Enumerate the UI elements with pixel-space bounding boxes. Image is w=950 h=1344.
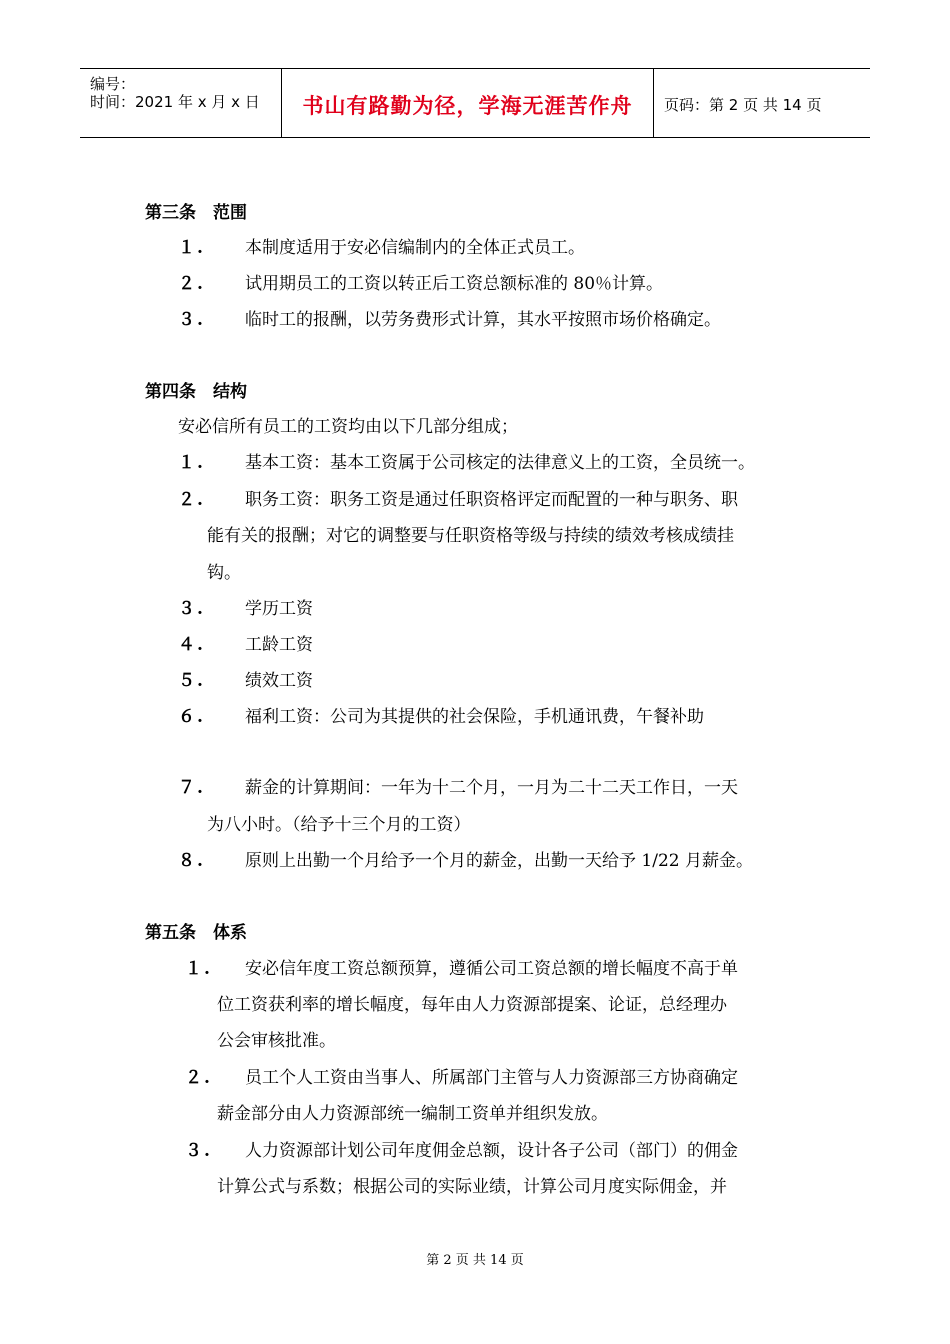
list-item-text: 人力资源部计划公司年度佣金总额，设计各子公司（部门）的佣金 [245, 1141, 738, 1161]
list-item-text: 福利工资：公司为其提供的社会保险，手机通讯费，午餐补助 [245, 707, 704, 727]
page-number-label: 页码：第 2 页 共 14 页 [664, 96, 822, 114]
list-item-text-continued: 钩。 [207, 563, 241, 583]
list-item-text-continued: 为八小时。（给予十三个月的工资） [207, 815, 471, 835]
list-item-text: 职务工资：职务工资是通过任职资格评定而配置的一种与职务、职 [245, 490, 738, 510]
list-item-text: 原则上出勤一个月给予一个月的薪金，出勤一天给予 1/22 月薪金。 [245, 851, 753, 871]
list-item-text: 工龄工资 [245, 635, 313, 655]
list-item-text: 临时工的报酬，以劳务费形式计算，其水平按照市场价格确定。 [245, 310, 721, 330]
serial-label: 编号： [90, 75, 136, 93]
list-item-number: ２. [185, 1068, 212, 1088]
list-item-number: ４. [178, 635, 205, 655]
list-item-text-continued: 公会审核批准。 [217, 1031, 336, 1051]
list-item-text-continued: 计算公式与系数；根据公司的实际业绩，计算公司月度实际佣金，并 [217, 1177, 727, 1197]
list-item-text: 绩效工资 [245, 671, 313, 691]
page-footer: 第 2 页 共 14 页 [426, 1253, 524, 1268]
list-item-number: ８. [178, 851, 205, 871]
motto: 书山有路勤为径，学海无涯苦作舟 [302, 94, 633, 118]
list-item-number: ２. [178, 274, 205, 294]
list-item-number: ７. [178, 778, 205, 798]
section-4-title: 第四条 结构 [145, 382, 247, 402]
list-item-text: 试用期员工的工资以转正后工资总额标准的 80％计算。 [245, 274, 664, 294]
list-item-number: ６. [178, 707, 205, 727]
list-item-number: １. [178, 453, 205, 473]
list-item-text: 本制度适用于安必信编制内的全体正式员工。 [245, 238, 585, 258]
list-item-text-continued: 能有关的报酬；对它的调整要与任职资格等级与持续的绩效考核成绩挂 [207, 526, 734, 546]
list-item-number: １. [185, 959, 212, 979]
list-item-text-continued: 位工资获利率的增长幅度，每年由人力资源部提案、论证，总经理办 [217, 995, 727, 1015]
section-3-title: 第三条 范围 [145, 203, 247, 223]
page-header [80, 68, 870, 138]
list-item-number: １. [178, 238, 205, 258]
header-meta-cell [80, 69, 282, 137]
list-item-text: 基本工资：基本工资属于公司核定的法律意义上的工资，全员统一。 [245, 453, 755, 473]
list-item-number: ２. [178, 490, 205, 510]
list-item-text-continued: 薪金部分由人力资源部统一编制工资单并组织发放。 [217, 1104, 608, 1124]
list-item-number: ３. [178, 310, 205, 330]
list-item-text: 员工个人工资由当事人、所属部门主管与人力资源部三方协商确定 [245, 1068, 738, 1088]
list-item-text: 安必信年度工资总额预算，遵循公司工资总额的增长幅度不高于单 [245, 959, 738, 979]
list-item-number: ３. [178, 599, 205, 619]
list-item-number: ３. [185, 1141, 212, 1161]
list-item-text: 薪金的计算期间：一年为十二个月，一月为二十二天工作日，一天 [245, 778, 738, 798]
header-motto-cell [282, 69, 654, 137]
header-page-cell [654, 69, 870, 137]
date-label: 时间：2021 年 x 月 x 日 [90, 93, 260, 111]
list-item-number: ５. [178, 671, 205, 691]
section-4-intro: 安必信所有员工的工资均由以下几部分组成； [178, 417, 518, 437]
list-item-text: 学历工资 [245, 599, 313, 619]
section-5-title: 第五条 体系 [145, 923, 247, 943]
